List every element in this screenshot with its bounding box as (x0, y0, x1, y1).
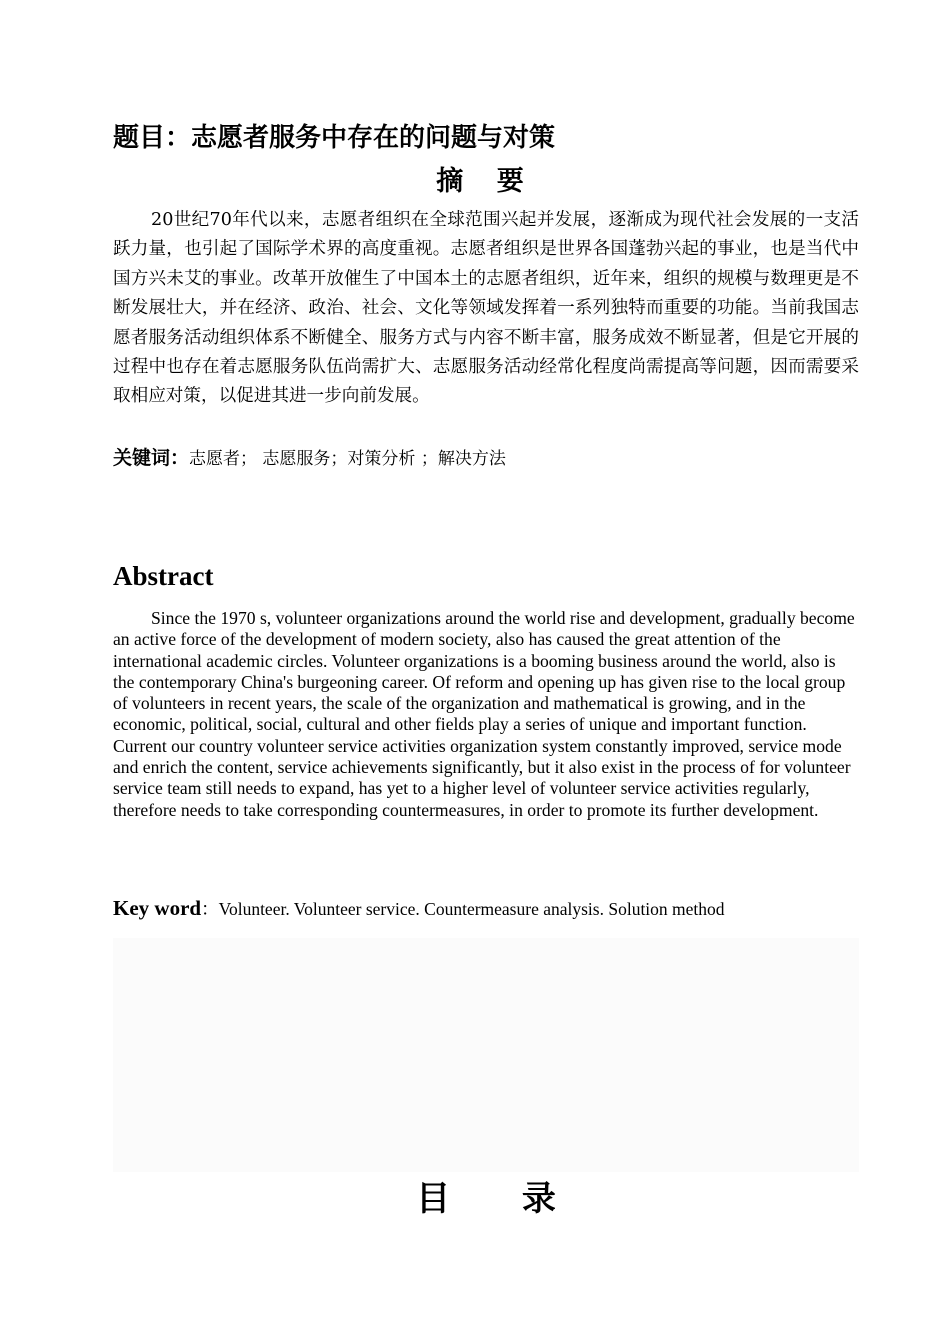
keywords-en (113, 894, 859, 923)
keywords-en-label: Key word (113, 896, 202, 920)
keywords-en-values: Volunteer. Volunteer service. Countermeasure analysis. Solution method (218, 899, 725, 919)
keywords-en-separator: ： (201, 899, 219, 919)
keywords-cn-values: 志愿者； 志愿服务；对策分析 ；解决方法 (189, 449, 506, 469)
abstract-cn-body: 20世纪70年代以来，志愿者组织在全球范围兴起并发展，逐渐成为现代社会发展的一支活跃力量，也引起了国际学术界的高度重视。志愿者组织是世界各国蓬勃兴起的事业，也是当代中国方兴未艾的事业。改革开放催生了中国本土的志愿者组织，近年来，组织的规模与数理更是不断发展壮大，并在经济、政治、社会、文化等领域发挥着一系列独特而重要的功能。当前我国志愿者服务活动组织体系不断健全、服务方式与内容不断丰富，服务成效不断显著，但是它开展的过程中也存在着志愿服务队伍尚需扩大、志愿服务活动经常化程度尚需提高等问题，因而需要采取相应对策，以促进其进一步向前发展。 (113, 210, 859, 407)
keywords-cn-label: 关键词： (113, 447, 190, 469)
abstract-cn-heading: 摘 要 (436, 166, 536, 197)
keywords-cn (113, 443, 859, 474)
document-title: 题目：志愿者服务中存在的问题与对策 (113, 123, 556, 153)
toc-heading: 目 录 (416, 1179, 586, 1219)
abstract-en-body: Since the 1970 s, volunteer organizations around the world rise and development, gradually become an active force of the development of modern society, also has caused the great attention of the international academic circles. Volunteer organizations is a booming business around the world, also is the contemporary China's burgeoning career. Of reform and opening up has given rise to the local group of volunteers in recent years, the scale of the organization and mathematical is growing, and in the economic, political, social, cultural and other fields play a series of unique and important function. Current our country volunteer service activities organization system constantly improved, service mode and enrich the content, service achievements significantly, but it also exist in the process of for volunteer service team still needs to expand, has yet to a higher level of volunteer service activities regularly, therefore needs to take corresponding countermeasures, in order to promote its further development. (113, 608, 855, 820)
blank-area (113, 938, 859, 1172)
abstract-en-heading: Abstract (113, 561, 214, 591)
